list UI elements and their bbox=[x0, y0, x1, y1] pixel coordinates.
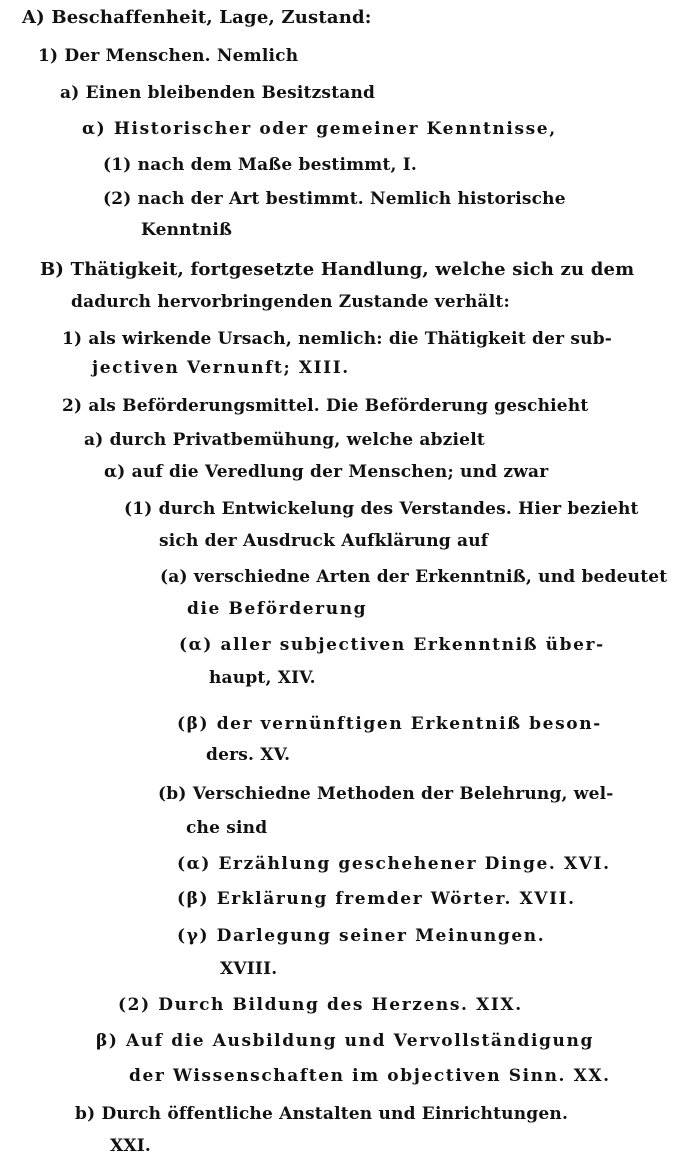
outline-item-understanding-cont: sich der Ausdruck Aufklärung auf bbox=[159, 531, 489, 551]
outline-item-rational-knowledge: (β) der vernünftigen Erkentniß beson- bbox=[177, 714, 602, 734]
outline-item-methods-cont: che sind bbox=[186, 818, 268, 838]
outline-item-opinions: (γ) Darlegung seiner Meinungen. bbox=[177, 926, 546, 946]
outline-heading-a: A) Beschaffenheit, Lage, Zustand: bbox=[22, 7, 372, 28]
outline-item-measure: (1) nach dem Maße bestimmt, I. bbox=[103, 155, 418, 175]
outline-heading-b: B) Thätigkeit, fortgesetzte Handlung, welche sich zu dem bbox=[40, 259, 635, 280]
outline-item-rational-knowledge-cont: ders. XV. bbox=[206, 745, 291, 765]
outline-item-b2: 2) als Beförderungsmittel. Die Beförderung geschieht bbox=[62, 396, 589, 416]
outline-item-kind: (2) nach der Art bestimmt. Nemlich historische bbox=[103, 189, 566, 209]
outline-item-kinds-of-knowledge-cont: die Beförderung bbox=[187, 599, 368, 619]
outline-item-public-institutions-cont: XXI. bbox=[110, 1136, 152, 1156]
outline-item-a1: 1) Der Menschen. Nemlich bbox=[38, 46, 299, 66]
outline-item-subjective-knowledge: (α) aller subjectiven Erkenntniß über- bbox=[179, 635, 605, 655]
outline-item-public-institutions: b) Durch öffentliche Anstalten und Einrichtungen. bbox=[75, 1104, 569, 1124]
outline-item-sciences: β) Auf die Ausbildung und Vervollständigung bbox=[96, 1031, 594, 1051]
outline-item-b2a-alpha: α) auf die Veredlung der Menschen; und zwar bbox=[104, 462, 549, 482]
outline-item-narration: (α) Erzählung geschehener Dinge. XVI. bbox=[177, 854, 611, 874]
outline-item-b2a: a) durch Privatbemühung, welche abzielt bbox=[84, 430, 485, 450]
outline-item-b1-cont: jectiven Vernunft; XIII. bbox=[92, 358, 350, 378]
outline-heading-b-cont: dadurch hervorbringenden Zustande verhält: bbox=[71, 292, 510, 312]
outline-item-understanding: (1) durch Entwickelung des Verstandes. Hier bezieht bbox=[124, 499, 639, 519]
outline-item-kind-cont: Kenntniß bbox=[141, 220, 233, 240]
outline-item-sciences-cont: der Wissenschaften im objectiven Sinn. XX. bbox=[129, 1066, 611, 1086]
outline-item-a1a: a) Einen bleibenden Besitzstand bbox=[60, 83, 376, 103]
outline-item-subjective-knowledge-cont: haupt, XIV. bbox=[209, 668, 316, 688]
outline-item-kinds-of-knowledge: (a) verschiedne Arten der Erkenntniß, und bedeutet bbox=[160, 567, 668, 587]
outline-item-a1a-alpha: α) Historischer oder gemeiner Kenntnisse, bbox=[82, 119, 557, 139]
outline-item-explanation: (β) Erklärung fremder Wörter. XVII. bbox=[177, 889, 576, 909]
outline-item-methods: (b) Verschiedne Methoden der Belehrung, wel- bbox=[158, 784, 614, 804]
outline-item-heart: (2) Durch Bildung des Herzens. XIX. bbox=[118, 995, 523, 1015]
outline-item-b1: 1) als wirkende Ursach, nemlich: die Thätigkeit der sub- bbox=[62, 329, 613, 349]
outline-item-opinions-cont: XVIII. bbox=[220, 959, 278, 979]
